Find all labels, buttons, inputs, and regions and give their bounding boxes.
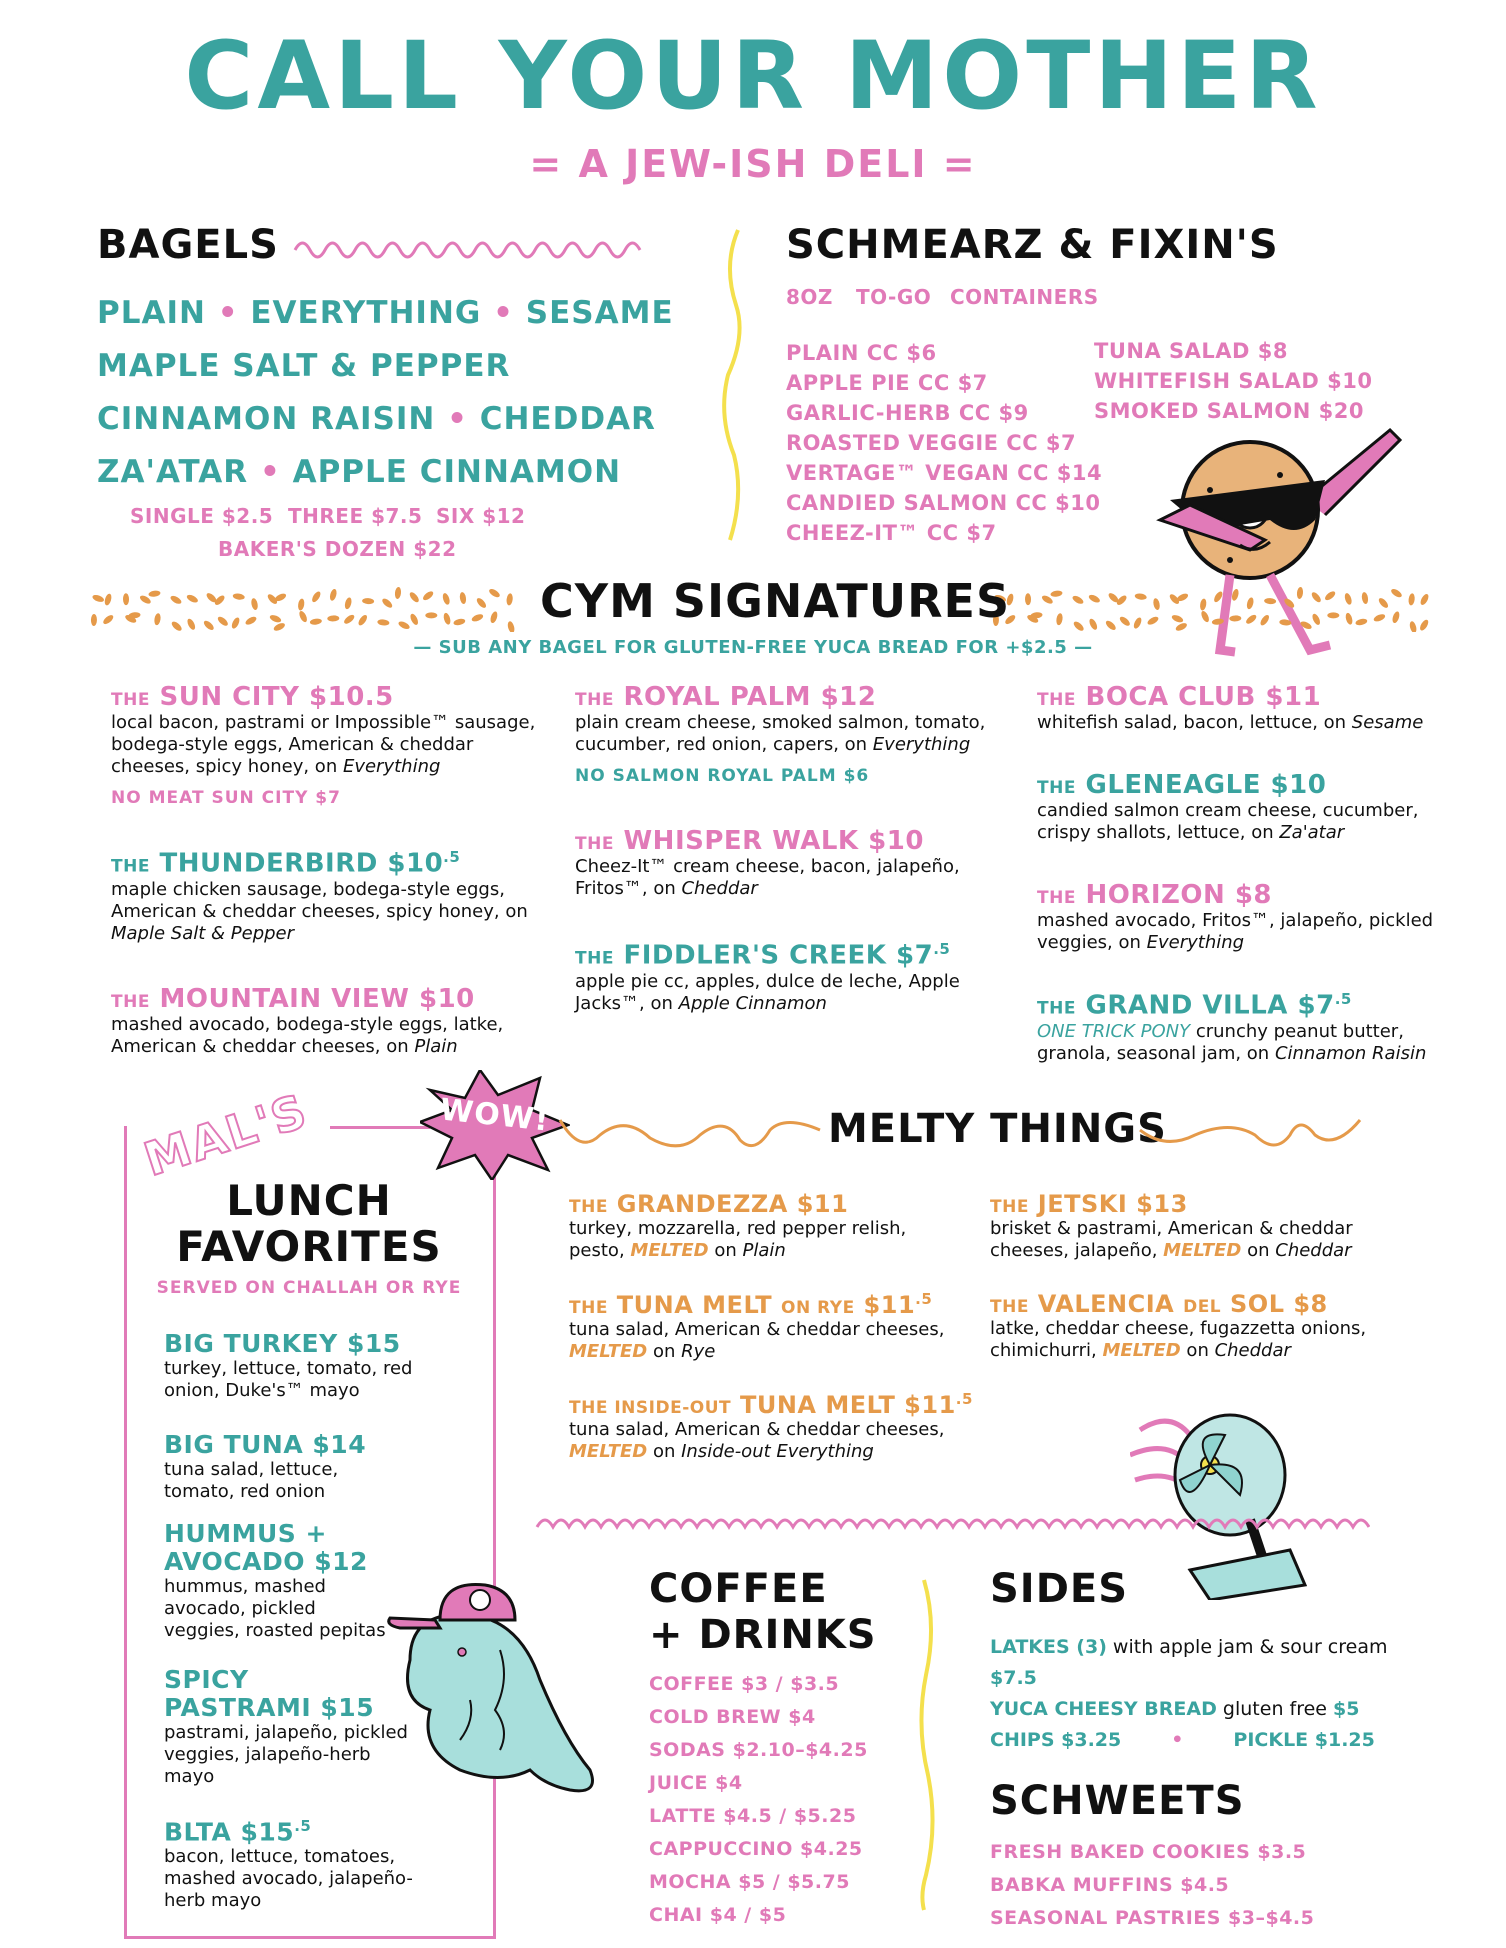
served-on: SERVED ON CHALLAH OR RYE [156,1278,462,1298]
whisper-walk-item: THE WHISPER WALK $10 Cheez-It™ cream cheese, bacon, jalapeño, Fritos™, on Cheddar [575,826,960,899]
pink-squiggle [290,232,650,262]
sprinkle [1134,593,1147,601]
bagel-list: PLAIN • EVERYTHING • SESAME MAPLE SALT & PEPPER CINNAMON RAISIN • CHEDDAR ZA'ATAR • APPLE CINNAMON [97,295,674,490]
sprinkle [1118,615,1131,627]
sprinkle [170,620,183,632]
sprinkle [409,613,420,626]
sprinkle [123,593,129,605]
sprinkle [1200,610,1211,623]
sprinkle [1072,620,1085,632]
sprinkle [1132,616,1143,629]
sprinkle [362,598,374,605]
sprinkle [1245,613,1258,625]
sprinkle [443,612,452,625]
sprinkle [1419,593,1430,606]
sprinkle [92,594,105,604]
tuna-melt-item: THE TUNA MELT ON RYE $\$11^{.5}$ tuna salad, American & cheddar cheeses, MELTED on Rye [569,1290,945,1362]
sprinkle [1327,612,1339,618]
horizon-item: THE HORIZON $8 mashed avocado, Fritos™, jalapeño, pickled veggies, on Everything [1037,880,1434,953]
sides-heading: SIDES [990,1566,1129,1612]
schmearz-sub-containers: CONTAINERS [950,285,1099,309]
orange-sprinkles-left [88,582,528,632]
sprinkle [397,620,410,631]
schmearz-sub-togo: TO-GO [856,285,932,309]
sprinkle [148,590,161,598]
fiddlers-creek-item: THE FIDDLER'S CREEK $\$7^{.5}$ apple pie cc, apples, dulce de leche, Apple Jacks™, on Apple Cinnamon [575,940,960,1014]
sprinkle [232,593,245,601]
sprinkle [169,594,182,605]
sprinkle [1311,613,1322,626]
sprinkle [311,590,323,603]
orange-sprinkles-right [990,582,1440,632]
page-subtitle: = A JEW-ISH DELI = [529,142,977,186]
sprinkle [1212,618,1225,626]
squiggle-path [537,1520,1369,1527]
grand-villa-item: THE GRAND VILLA $\$7^{.5}$ ONE TRICK PONY crunchy peanut butter, granola, seasonal jam, on Cinnamon Raisin [1037,990,1427,1064]
sprinkle [186,593,199,604]
sprinkle [230,616,241,629]
inside-out-tuna-melt-item: THE INSIDE-OUT TUNA MELT $\$11^{.5}$ tuna salad, American & cheddar cheeses, MELTED on Inside-out Everything [569,1390,973,1462]
lunch-box-top-line [330,1126,430,1129]
wow-label: WOW! [438,1092,551,1139]
schmearz-heading: SCHMEARZ & FIXIN'S [786,222,1279,268]
sprinkle [1324,590,1337,602]
sprinkle [471,613,484,623]
sides-list: LATKES (3) with apple jam & sour cream $7.5 YUCA CHEESY BREAD gluten free $5 CHIPS $3.25 • PICKLE $1.25 [990,1636,1388,1751]
lunch-heading-1: LUNCH [226,1176,392,1225]
no-salmon-royal-palm: NO SALMON ROYAL PALM $6 [575,766,870,786]
sprinkle [344,597,353,610]
mountain-view-item: THE MOUNTAIN VIEW $10 mashed avocado, bodega-style eggs, latke, American & cheddar cheeses, on Plain [111,984,504,1057]
sprinkle [1246,597,1255,610]
sprinkle [1071,594,1084,605]
sprinkle [1373,613,1386,623]
blta-item: BLTA $\$15^{.5}$ bacon, lettuce, tomatoes, mashed avocado, jalapeño- herb mayo [164,1817,413,1912]
sun-city-item: THE SUN CITY $10.5 local bacon, pastrami or Impossible™ sausage, bodega-style eggs, American & cheddar cheeses, spicy honey, on Everything NO MEAT SUN CITY $7 [111,682,541,808]
sprinkle [329,588,338,601]
sprinkle [408,591,420,604]
sprinkle [327,615,339,621]
sprinkle [1408,593,1415,606]
sprinkle [269,614,282,624]
sprinkle [453,618,466,627]
sprinkle [104,593,113,606]
hummus-avocado-item: HUMMUS + AVOCADO $12 hummus, mashed avocado, pickled veggies, roasted pepitas [164,1519,386,1641]
schmear-list-right: TUNA SALAD $8 WHITEFISH SALAD $10 SMOKED SALMON $20 [1094,339,1373,423]
yellow-divider-2 [912,1575,942,1915]
schmearz-sub-8oz: 8OZ [786,285,833,309]
signatures-note: — SUB ANY BAGEL FOR GLUTEN-FREE YUCA BREAD FOR +$2.5 — [413,637,1093,658]
jetski-item: THE JETSKI $13 brisket & pastrami, American & cheddar cheeses, jalapeño, MELTED on Cheddar [990,1190,1353,1261]
grandezza-item: THE GRANDEZZA $11 turkey, mozzarella, red pepper relish, pesto, MELTED on Plain [569,1190,907,1261]
coffee-heading-1: COFFEE [649,1566,828,1612]
valencia-del-sol-item: THE VALENCIA DEL SOL $8 latke, cheddar cheese, fugazzetta onions, chimichurri, MELTED on Cheddar [990,1290,1367,1361]
sprinkle [488,587,501,599]
sprinkle [1171,614,1184,624]
signatures-heading: CYM SIGNATURES [540,574,1011,628]
sprinkle [1390,587,1403,599]
sprinkle [1056,613,1064,626]
sprinkle [1361,592,1369,605]
sprinkle [475,597,487,610]
sprinkle [244,615,257,626]
schweets-list: FRESH BAKED COOKIES $3.5 BABKA MUFFINS $4.5 SEASONAL PASTRIES $3–$4.5 [990,1841,1315,1929]
price-three: THREE $7.5 [288,504,423,528]
schweets-heading: SCHWEETS [990,1778,1245,1824]
sprinkle [216,615,229,627]
sprinkle [507,621,516,632]
sprinkle [273,622,286,632]
sprinkle [1088,593,1101,604]
big-turkey-item: BIG TURKEY $15 turkey, lettuce, tomato, red onion, Duke's™ mayo [164,1329,413,1401]
orange-squiggle-right [1135,1110,1365,1160]
sprinkle [1231,588,1240,601]
sprinkle [422,590,435,602]
sprinkle [1104,619,1117,631]
orange-squiggle-left [555,1110,825,1160]
schmear-list-left: PLAIN CC $6 APPLE PIE CC $7 GARLIC-HERB CC $9 ROASTED VEGGIE CC $7 VERTAGE™ VEGAN CC $14 CANDIED SALMON CC $10 CHEEZ-IT™ CC $7 [786,341,1103,545]
sprinkle [1213,590,1225,603]
sprinkle [394,587,401,600]
sprinkle [310,618,323,626]
sprinkle [1259,614,1271,627]
gleneagle-item: THE GLENEAGLE $10 candied salmon cream cheese, cucumber, crispy shallots, lettuce, on Za'atar [1037,770,1419,843]
price-dozen: BAKER'S DOZEN $22 [218,537,457,561]
sprinkle [1175,622,1188,632]
sprinkle [357,614,369,627]
sprinkle [1391,611,1400,624]
sprinkle [1199,598,1207,611]
coffee-heading-2: + DRINKS [649,1612,877,1658]
sprinkle [506,593,513,606]
yellow-divider [718,225,748,545]
sprinkle [1355,618,1368,627]
sprinkle [1409,621,1418,632]
sprinkle [1299,620,1312,631]
sprinkle [1310,591,1322,604]
spicy-pastrami-item: SPICY PASTRAMI $15 pastrami, jalapeño, pickled veggies, jalapeño-herb mayo [164,1665,408,1787]
sprinkle [343,613,356,625]
sprinkle [1344,592,1353,605]
sprinkle [186,618,197,631]
sprinkle [1146,615,1159,626]
sprinkle [1050,590,1063,598]
sprinkle [442,592,451,605]
manatee-illustration [380,1570,620,1810]
lunch-heading-2: FAVORITES [176,1222,442,1271]
pink-squiggle-divider [535,1512,1370,1542]
sprinkle [1264,598,1276,605]
sprinkle [1377,597,1389,610]
no-meat-sun-city: NO MEAT SUN CITY $7 [111,788,341,808]
sprinkle [489,611,498,624]
sprinkle [154,613,162,626]
sprinkle [250,598,258,611]
price-single: SINGLE $2.5 [130,504,274,528]
sprinkle [377,619,390,626]
sprinkle [1296,587,1303,600]
sprinkle [459,592,467,605]
sprinkle [1283,597,1296,609]
price-six: SIX $12 [436,504,526,528]
page-title: CALL YOUR MOTHER [184,22,1322,131]
sprinkle [297,598,305,611]
sprinkle [202,619,215,631]
sprinkle [1229,615,1241,621]
mals-label: MAL'S [137,1083,315,1187]
melty-heading: MELTY THINGS [828,1106,1167,1152]
sprinkle [1345,612,1354,625]
sprinkle [1152,598,1160,611]
sprinkle [102,613,115,625]
sprinkle [381,597,394,609]
sprinkle [1418,618,1429,631]
thunderbird-item: THE THUNDERBIRD $\$10^{.5}$ maple chicken sausage, bodega-style eggs, American & cheddar cheeses, spicy honey, on Maple Salt & Pepper [111,848,528,944]
desk-fan-illustration [1130,1400,1310,1600]
sprinkle [298,610,309,623]
sprinkle [91,614,97,626]
boca-club-item: THE BOCA CLUB $11 whitefish salad, bacon, lettuce, on Sesame [1037,682,1424,733]
sprinkle [425,612,437,618]
royal-palm-item: THE ROYAL PALM $12 plain cream cheese, smoked salmon, tomato, cucumber, red onion, capers, on Everything NO SALMON ROYAL PALM $6 [575,682,995,786]
sprinkle [1279,619,1292,626]
bagels-heading: BAGELS [97,222,279,268]
big-tuna-item: BIG TUNA $14 tuna salad, lettuce, tomato, red onion [164,1430,367,1502]
sprinkle [1088,618,1099,631]
drinks-list: COFFEE $3 / $3.5 COLD BREW $4 SODAS $2.10–$4.25 JUICE $4 LATTE $4.5 / $5.25 CAPPUCCINO $4.25 MOCHA $5 / $5.75 CHAI $4 / $5 [649,1673,868,1926]
sprinkle [1025,593,1031,605]
